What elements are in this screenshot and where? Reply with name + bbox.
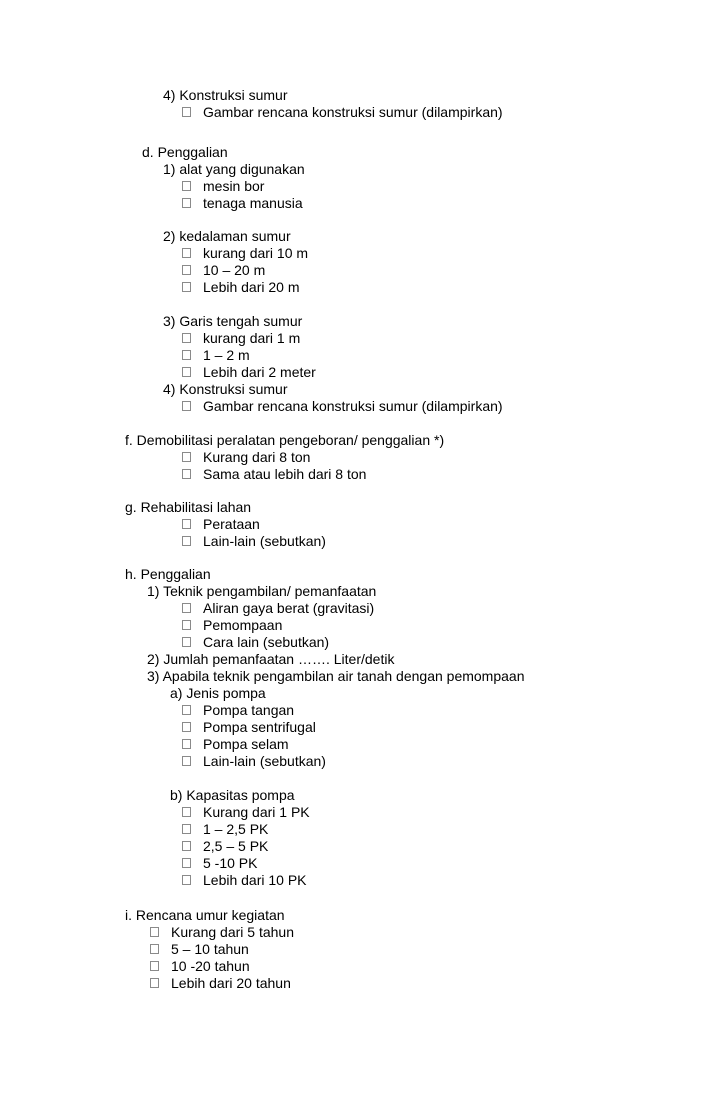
section-heading: h. Penggalian [125, 566, 211, 582]
checkbox-icon [182, 841, 191, 851]
checkbox-icon [182, 469, 191, 479]
section-heading: g. Rehabilitasi lahan [125, 499, 252, 515]
checklist-item-label: Lebih dari 20 tahun [171, 975, 291, 991]
section-heading: 2) Jumlah pemanfaatan ……. Liter/detik [147, 651, 395, 667]
checklist-item-label: 10 – 20 m [203, 262, 266, 278]
checklist-item-label: Gambar rencana konstruksi sumur (dilampirkan) [203, 398, 503, 414]
checklist-item-label: Gambar rencana konstruksi sumur (dilampirkan) [203, 104, 503, 120]
checklist-item-label: 10 -20 tahun [171, 958, 250, 974]
checklist-item-label: tenaga manusia [203, 195, 303, 211]
checklist-item-label: Lain-lain (sebutkan) [203, 533, 326, 549]
checklist-item-label: Aliran gaya berat (gravitasi) [203, 600, 375, 616]
section-heading: 1) alat yang digunakan [163, 161, 305, 177]
checklist-item-label: Lebih dari 20 m [203, 279, 300, 295]
section-heading: f. Demobilitasi peralatan pengeboran/ penggalian *) [125, 432, 445, 448]
section-heading: 1) Teknik pengambilan/ pemanfaatan [147, 583, 377, 599]
checklist-item-label: Lebih dari 10 PK [203, 872, 307, 888]
checklist-item-label: Pompa tangan [203, 702, 295, 718]
checkbox-icon [150, 944, 159, 954]
checkbox-icon [182, 282, 191, 292]
section-heading: 3) Apabila teknik pengambilan air tanah dengan pemompaan [147, 668, 525, 684]
checklist-item-label: Kurang dari 1 PK [203, 804, 310, 820]
checkbox-icon [182, 452, 191, 462]
checkbox-icon [150, 961, 159, 971]
checklist-item-label: 1 – 2 m [203, 347, 250, 363]
checkbox-icon [182, 620, 191, 630]
checkbox-icon [150, 927, 159, 937]
checkbox-icon [182, 367, 191, 377]
section-heading: a) Jenis pompa [170, 685, 266, 701]
checklist-item-label: kurang dari 1 m [203, 330, 301, 346]
section-heading: 4) Konstruksi sumur [163, 87, 288, 103]
checkbox-icon [182, 265, 191, 275]
checkbox-icon [182, 722, 191, 732]
checklist-item-label: Kurang dari 5 tahun [171, 924, 294, 940]
checkbox-icon [182, 198, 191, 208]
checklist-item-label: 2,5 – 5 PK [203, 838, 269, 854]
checklist-item-label: Perataan [203, 516, 260, 532]
checkbox-icon [150, 978, 159, 988]
checkbox-icon [182, 603, 191, 613]
checkbox-icon [182, 107, 191, 117]
checklist-item-label: mesin bor [203, 178, 265, 194]
checklist-item-label: Cara lain (sebutkan) [203, 634, 330, 650]
section-heading: d. Penggalian [142, 144, 228, 160]
checkbox-icon [182, 739, 191, 749]
checkbox-icon [182, 401, 191, 411]
checklist-item-label: Lain-lain (sebutkan) [203, 753, 326, 769]
checkbox-icon [182, 333, 191, 343]
checklist-item-label: Pompa sentrifugal [203, 719, 316, 735]
section-heading: 4) Konstruksi sumur [163, 381, 288, 397]
section-heading: 2) kedalaman sumur [163, 228, 291, 244]
checklist-item-label: kurang dari 10 m [203, 245, 309, 261]
section-heading: i. Rencana umur kegiatan [125, 907, 285, 923]
checklist-item-label: Pompa selam [203, 736, 289, 752]
checkbox-icon [182, 248, 191, 258]
checkbox-icon [182, 824, 191, 834]
checkbox-icon [182, 181, 191, 191]
checkbox-icon [182, 519, 191, 529]
checkbox-icon [182, 637, 191, 647]
checklist-item-label: Lebih dari 2 meter [203, 364, 316, 380]
checkbox-icon [182, 858, 191, 868]
section-heading: b) Kapasitas pompa [170, 787, 295, 803]
section-heading: 3) Garis tengah sumur [163, 313, 303, 329]
checkbox-icon [182, 807, 191, 817]
checkbox-icon [182, 705, 191, 715]
checklist-item-label: Sama atau lebih dari 8 ton [203, 466, 367, 482]
checklist-item-label: 1 – 2,5 PK [203, 821, 269, 837]
checkbox-icon [182, 350, 191, 360]
checkbox-icon [182, 875, 191, 885]
checkbox-icon [182, 756, 191, 766]
checklist-item-label: Pemompaan [203, 617, 283, 633]
checkbox-icon [182, 536, 191, 546]
checklist-item-label: 5 -10 PK [203, 855, 258, 871]
checklist-item-label: Kurang dari 8 ton [203, 449, 311, 465]
checklist-item-label: 5 – 10 tahun [171, 941, 249, 957]
